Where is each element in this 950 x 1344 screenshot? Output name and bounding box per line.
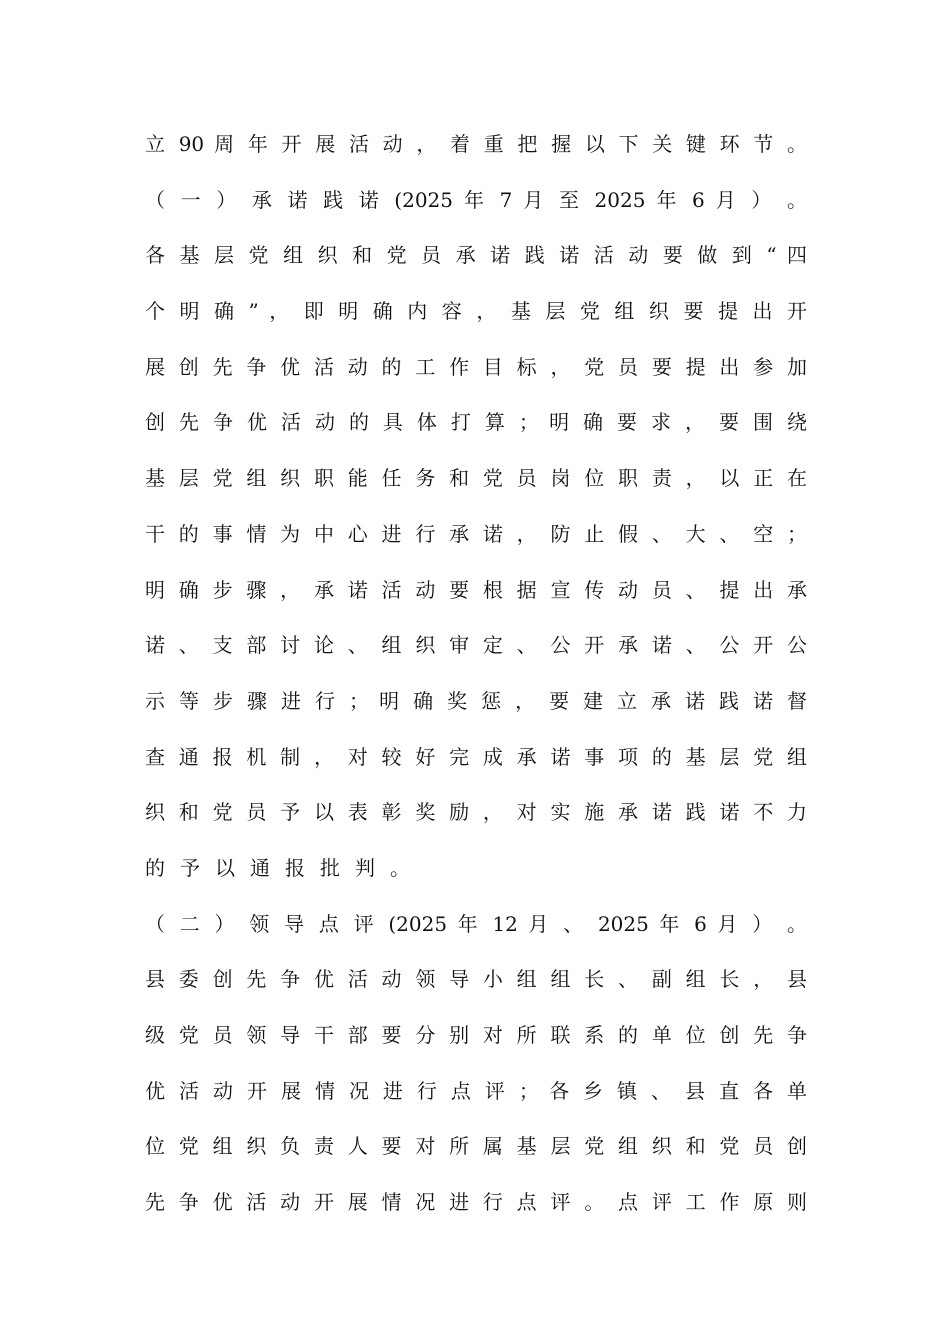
body-text <box>145 117 807 1231</box>
text-line: 县 委 创 先 争 优 活 动 领 导 小 组 组 长 、 副 组 长 ， 县 <box>145 967 807 992</box>
section-heading: （ 二 ） 领 导 点 评 (2025 年 12 月 、 2025 年 6 月 ） 。 <box>145 911 807 936</box>
text-line: 个 明 确 ” ， 即 明 确 内 容 ， 基 层 党 组 织 要 提 出 开 <box>145 299 807 324</box>
text-line: 诺 、 支 部 讨 论 、 组 织 审 定 、 公 开 承 诺 、 公 开 公 <box>145 633 807 658</box>
text-line: 的予以通报批判。 <box>145 855 425 880</box>
text-line: 先 争 优 活 动 开 展 情 况 进 行 点 评 。 点 评 工 作 原 则 <box>145 1190 807 1215</box>
section-heading: （ 一 ） 承 诺 践 诺 (2025 年 7 月 至 2025 年 6 月 ） 。 <box>145 187 807 212</box>
text-line: 展 创 先 争 优 活 动 的 工 作 目 标 ， 党 员 要 提 出 参 加 <box>145 354 807 379</box>
text-line: 基 层 党 组 织 职 能 任 务 和 党 员 岗 位 职 责 ， 以 正 在 <box>145 466 807 491</box>
text-line: 查 通 报 机 制 ， 对 较 好 完 成 承 诺 事 项 的 基 层 党 组 <box>145 744 807 769</box>
text-line: 各 基 层 党 组 织 和 党 员 承 诺 践 诺 活 动 要 做 到 “ 四 <box>145 243 807 268</box>
text-line: 示 等 步 骤 进 行 ； 明 确 奖 惩 ， 要 建 立 承 诺 践 诺 督 <box>145 688 807 713</box>
text-line: 干 的 事 情 为 中 心 进 行 承 诺 ， 防 止 假 、 大 、 空 ； <box>145 521 807 546</box>
text-line: 创 先 争 优 活 动 的 具 体 打 算 ； 明 确 要 求 ， 要 围 绕 <box>145 410 807 435</box>
text-line: 织 和 党 员 予 以 表 彰 奖 励 ， 对 实 施 承 诺 践 诺 不 力 <box>145 800 807 825</box>
text-line: 级 党 员 领 导 干 部 要 分 别 对 所 联 系 的 单 位 创 先 争 <box>145 1023 807 1047</box>
text-line: 立 90 周 年 开 展 活 动 ， 着 重 把 握 以 下 关 键 环 节 。 <box>145 132 807 156</box>
text-line: 明 确 步 骤 ， 承 诺 活 动 要 根 据 宣 传 动 员 、 提 出 承 <box>145 577 807 602</box>
text-line: 位 党 组 织 负 责 人 要 对 所 属 基 层 党 组 织 和 党 员 创 <box>145 1134 807 1159</box>
text-line: 优 活 动 开 展 情 况 进 行 点 评 ； 各 乡 镇 、 县 直 各 单 <box>145 1078 807 1103</box>
